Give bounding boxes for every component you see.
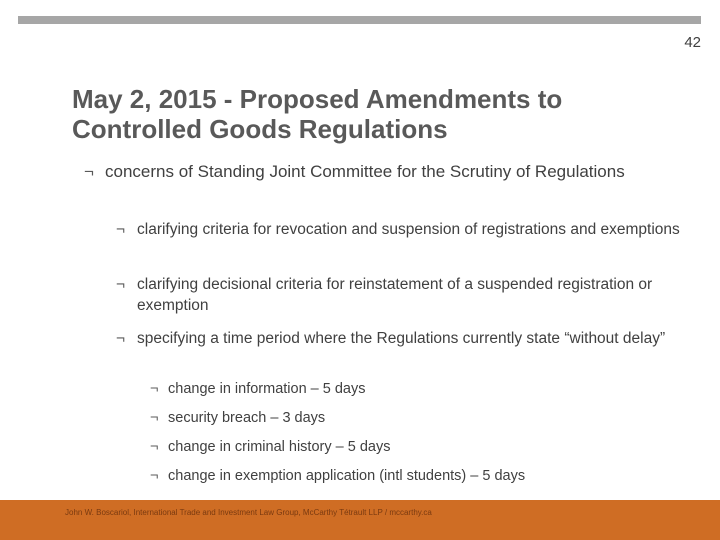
bullet-text: change in information – 5 days [168,381,366,397]
bullet-marker: ¬ [150,468,159,484]
bullet-marker: ¬ [150,381,159,397]
bullet-marker: ¬ [150,439,159,455]
top-divider-bar [18,16,701,24]
footer-bar [0,500,720,540]
bullet-level1 [84,161,644,183]
bullet-marker: ¬ [150,410,159,426]
slide-title: May 2, 2015 - Proposed Amendments to Controlled Goods Regulations [72,84,563,144]
bullet-text: clarifying criteria for revocation and suspension of registrations and exemptions [137,221,680,238]
bullet-text: security breach – 3 days [168,410,326,426]
bullet-text: concerns of Standing Joint Committee for the Scrutiny of Regulations [105,162,625,181]
bullet-level3 [150,408,670,428]
bullet-level2 [116,328,686,349]
bullet-marker: ¬ [116,330,126,347]
bullet-text: change in criminal history – 5 days [168,439,391,455]
bullet-level3 [150,437,670,457]
bullet-level3 [150,466,670,486]
bullet-text: change in exemption application (intl students) – 5 days [168,468,526,484]
bullet-marker: ¬ [84,162,94,181]
bullet-level2 [116,274,686,316]
bullet-level2 [116,219,686,240]
bullet-text: clarifying decisional criteria for reinstatement of a suspended registration or exemption [137,276,653,314]
footer-text: John W. Boscariol, International Trade and Investment Law Group, McCarthy Tétrault LLP / mccarthy.ca [65,508,432,517]
bullet-marker: ¬ [116,221,126,238]
bullet-text: specifying a time period where the Regulations currently state “without delay” [137,330,666,347]
page-number: 42 [684,34,701,51]
bullet-level3 [150,379,670,399]
bullet-marker: ¬ [116,276,126,293]
